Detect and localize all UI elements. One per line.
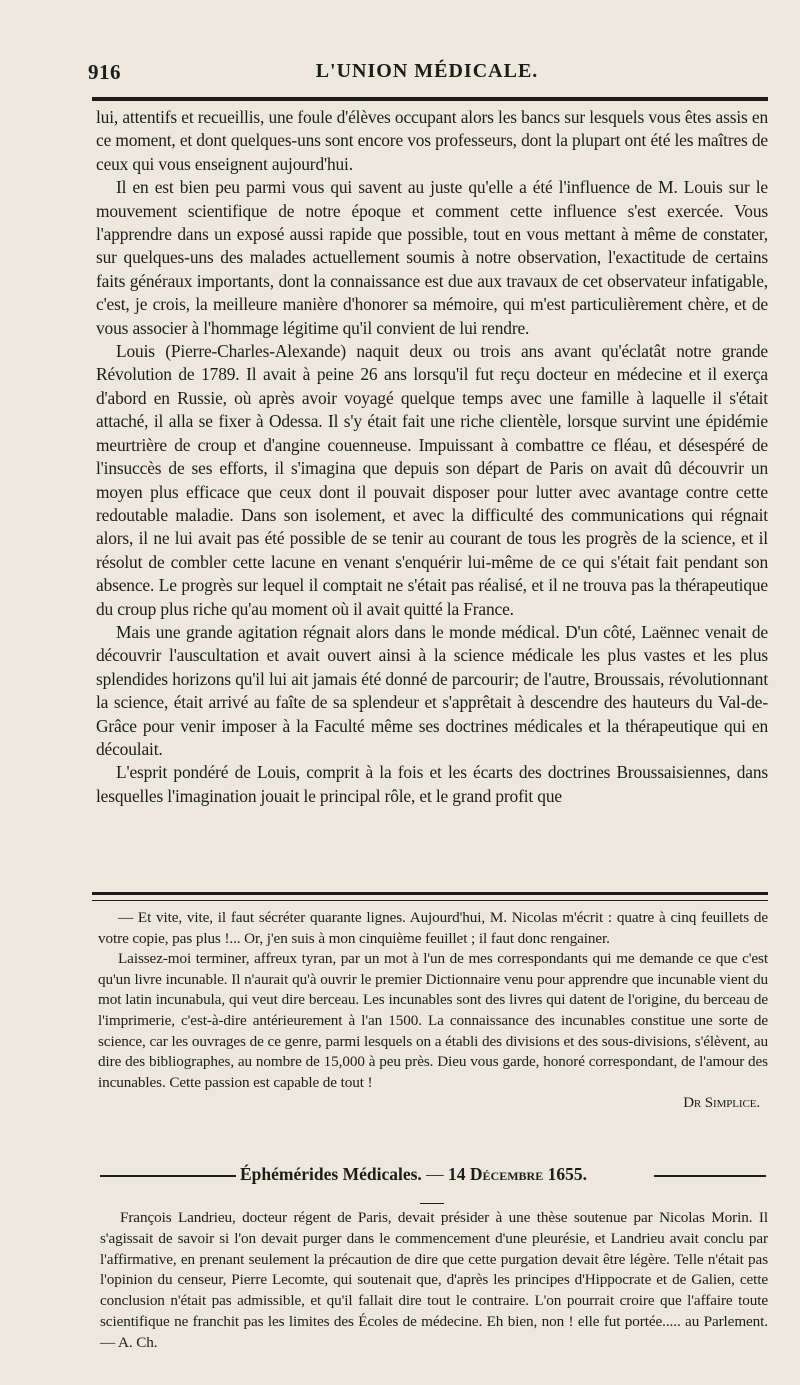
ephemerides-short-rule [420,1203,444,1204]
feuilleton-paragraph: Laissez-moi terminer, affreux tyran, par un mot à l'un de mes correspondants qui me demande ce que c'est qu'un livre incunable. Il n'aurait qu'à ouvrir le premier Dictionnaire venu pour apprendre que incunable vient du mot latin incunabula, qui veut dire berceau. Les incunables sont des livres qui datent de l'origine, du berceau de l'imprimerie, c'est-à-dire antérieurement à l'an 1500. La connaissance des incunables constitue une sorte de science, car les ouvrages de ce genre, parmi lesquels on a établi des divisions et des sous-divisions, s'élèvent, au dire des bibliographes, au nombre de 15,000 à peu près. Dieu vous garde, honoré correspondant, de l'amour des incunables. Cette passion est capable de tout ! [98,950,768,1091]
article-paragraph: L'esprit pondéré de Louis, comprit à la fois et les écarts des doctrines Broussaisiennes, dans lesquelles l'imagination jouait le principal rôle, et le grand profit que [96,762,768,806]
ephemerides-heading [240,1164,652,1185]
article-paragraph: Il en est bien peu parmi vous qui savent au juste qu'elle a été l'influence de M. Louis sur le mouvement scientifique de notre époque et comment cette influence s'est exercée. Vous l'apprendre dans un exposé aussi rapide que possible, tout en vous mettant à même de constater, sur quelques-uns des malades actuellement soumis à notre observation, l'exactitude de certains faits généraux importants, dont la connaissance est due aux travaux de cet observateur infatigable, c'est, je crois, la meilleure manière d'honorer sa mémoire, qui m'est particulièrement chère, et de vous associer à l'hommage légitime qu'il convient de lui rendre. [96,177,768,338]
feuilleton-separator [92,892,768,901]
ephemerides-title: Éphémérides Médicales. [240,1164,422,1184]
article-paragraph: Louis (Pierre-Charles-Alexande) naquit deux ou trois ans avant qu'éclatât notre grande Révolution de 1789. Il avait à peine 26 ans lorsqu'il fut reçu docteur en médecine et il exerça d'abord en Russie, où après avoir voyagé quelque temps avec une famille à laquelle il s'était attaché, il alla se fixer à Odessa. Il s'y était fait une riche clientèle, lorsque survint une épidémie meurtrière de croup et d'angine couenneuse. Impuissant à combattre ce fléau, et désespéré de l'insuccès de ses efforts, il s'imagina que depuis son départ de Paris on avait dû découvrir un moyen plus efficace que ceux dont il pouvait disposer pour lutter avec avantage contre cette redoutable maladie. Dans son isolement, et avec la difficulté des communications qui régnait alors, il ne lui avait pas été possible de se tenir au courant de tous les progrès de la science, et il résolut de combler cette lacune en venant s'enquérir lui-même de ce qui s'était fait pendant son absence. Le progrès sur lequel il comptait ne s'était pas réalisé, et il ne trouva pas la thérapeutique du croup plus riche qu'au moment où il avait quitté la France. [96,341,768,619]
ephemerides-rule-right [654,1175,766,1177]
article-body [96,106,768,808]
page-number: 916 [88,60,121,84]
journal-title: L'UNION MÉDICALE. [315,60,539,82]
ephemerides-body [100,1208,768,1354]
feuilleton-section [98,908,768,1114]
author-signature: Dr Simplice. [683,1095,760,1112]
ephemerides-paragraph: François Landrieu, docteur régent de Paris, devait présider à une thèse soutenue par Nicolas Morin. Il s'agissait de savoir si l'on devait purger dans le commencement d'une pleurésie, et Landrieu avait conclu par l'affirmative, en prenant seulement la précaution de dire que cette purgation devait être légère. Telle n'était pas l'opinion du censeur, Pierre Lecomte, qui soutenait que, d'après les principes d'Hippocrate et de Galien, cette conclusion n'était pas admissible, et qu'il fallait dire tout le contraire. L'on pourrait croire que l'affaire toute scientifique ne franchit pas les limites des Écoles de médecine. Eh bien, non ! elle fut portée..... au Parlement. — A. Ch. [100,1209,768,1351]
ephemerides-date: 14 Décembre 1655. [448,1164,587,1184]
page-header [88,56,766,90]
article-paragraph: Mais une grande agitation régnait alors dans le monde médical. D'un côté, Laënnec venait de découvrir l'auscultation et avait ouvert ainsi à la science médicale les plus vastes et les plus splendides horizons qu'il lui ait jamais été donné de parcourir; de l'autre, Broussais, révolutionnant la science, était arrivé au faîte de sa splendeur et s'apprêtait à descendre des hauteurs du Val-de-Grâce pour venir imposer à la Faculté même ses doctrines médicales et la thérapeutique qui en découlait. [96,621,768,759]
article-paragraph: lui, attentifs et recueillis, une foule d'élèves occupant alors les bancs sur lesquels vous êtes assis en ce moment, et dont quelques-uns sont encore vos professeurs, dont la plupart ont été les maîtres de ceux qui vous enseignent aujourd'hui. [96,107,768,174]
ephemerides-rule-left [100,1175,236,1177]
feuilleton-paragraph: — Et vite, vite, il faut sécréter quarante lignes. Aujourd'hui, M. Nicolas m'écrit : quatre à cinq feuillets de votre copie, pas plus !... Or, j'en suis à mon cinquième feuillet ; il faut donc rengainer. [98,909,768,947]
header-rule [92,97,768,101]
ephemerides-dash: — [421,1164,449,1184]
